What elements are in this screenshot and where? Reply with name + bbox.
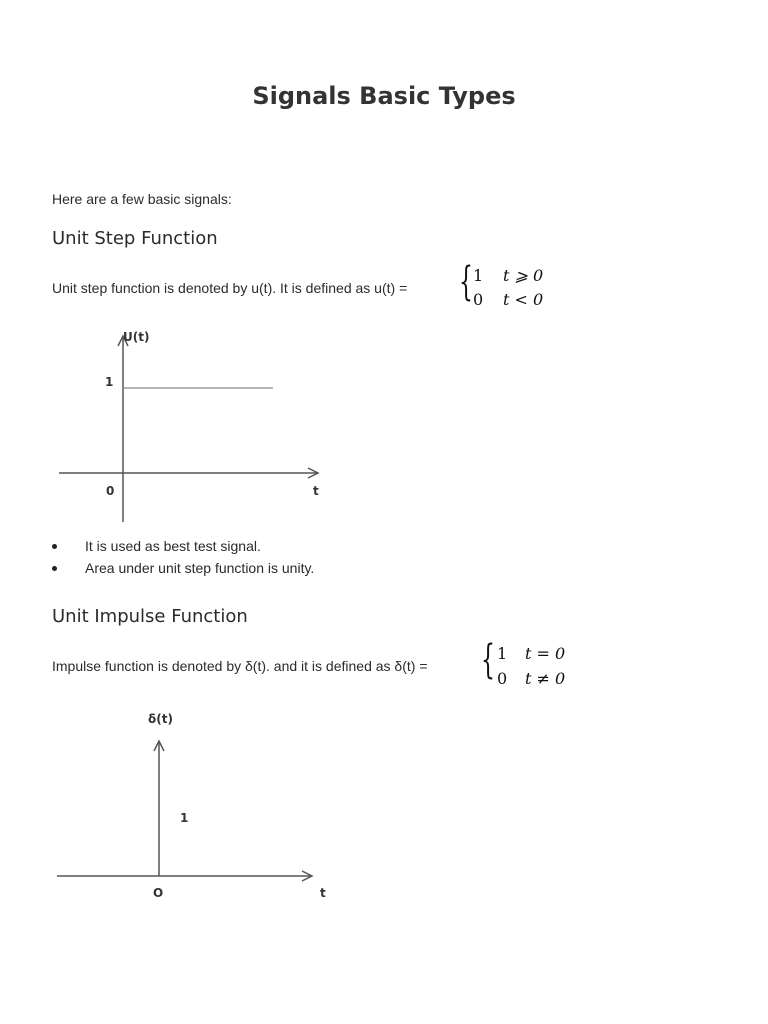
x-axis-label: t: [320, 886, 326, 900]
case-condition: t = 0: [525, 644, 566, 663]
x-axis-label: t: [313, 484, 319, 498]
unit-impulse-graph: [40, 704, 340, 904]
list-item: [52, 559, 314, 581]
unit-impulse-heading: Unit Impulse Function: [52, 606, 248, 627]
left-brace-icon: {: [481, 637, 495, 683]
unit-step-heading: Unit Step Function: [52, 228, 218, 249]
origin-label: O: [153, 886, 164, 900]
page-title: Signals Basic Types: [252, 82, 516, 110]
unit-step-piecewise: [459, 259, 559, 316]
case-condition: t ≠ 0: [525, 669, 566, 688]
case-value: 1: [473, 266, 484, 285]
level-label: 1: [105, 375, 114, 389]
origin-label: 0: [106, 484, 115, 498]
case-value: 1: [497, 644, 508, 663]
intro-text: Here are a few basic signals:: [52, 191, 232, 207]
level-label: 1: [180, 811, 189, 825]
left-brace-icon: {: [459, 259, 473, 305]
unit-impulse-piecewise: [481, 637, 591, 694]
bullet-icon: [52, 544, 57, 549]
bullet-text: It is used as best test signal.: [85, 538, 261, 554]
y-axis-label: U(t): [123, 330, 150, 344]
y-axis-label: δ(t): [148, 712, 173, 726]
unit-step-graph: [40, 326, 340, 526]
unit-impulse-definition: Impulse function is denoted by δ(t). and it is defined as δ(t) =: [52, 658, 428, 674]
case-condition: t < 0: [503, 290, 544, 309]
unit-step-definition: Unit step function is denoted by u(t). It is defined as u(t) =: [52, 280, 408, 296]
bullet-icon: [52, 566, 57, 571]
unit-step-bullet-list: [52, 537, 314, 581]
list-item: [52, 537, 314, 559]
bullet-text: Area under unit step function is unity.: [85, 560, 315, 576]
case-value: 0: [497, 669, 508, 688]
case-value: 0: [473, 290, 484, 309]
case-condition: t ⩾ 0: [503, 266, 544, 285]
